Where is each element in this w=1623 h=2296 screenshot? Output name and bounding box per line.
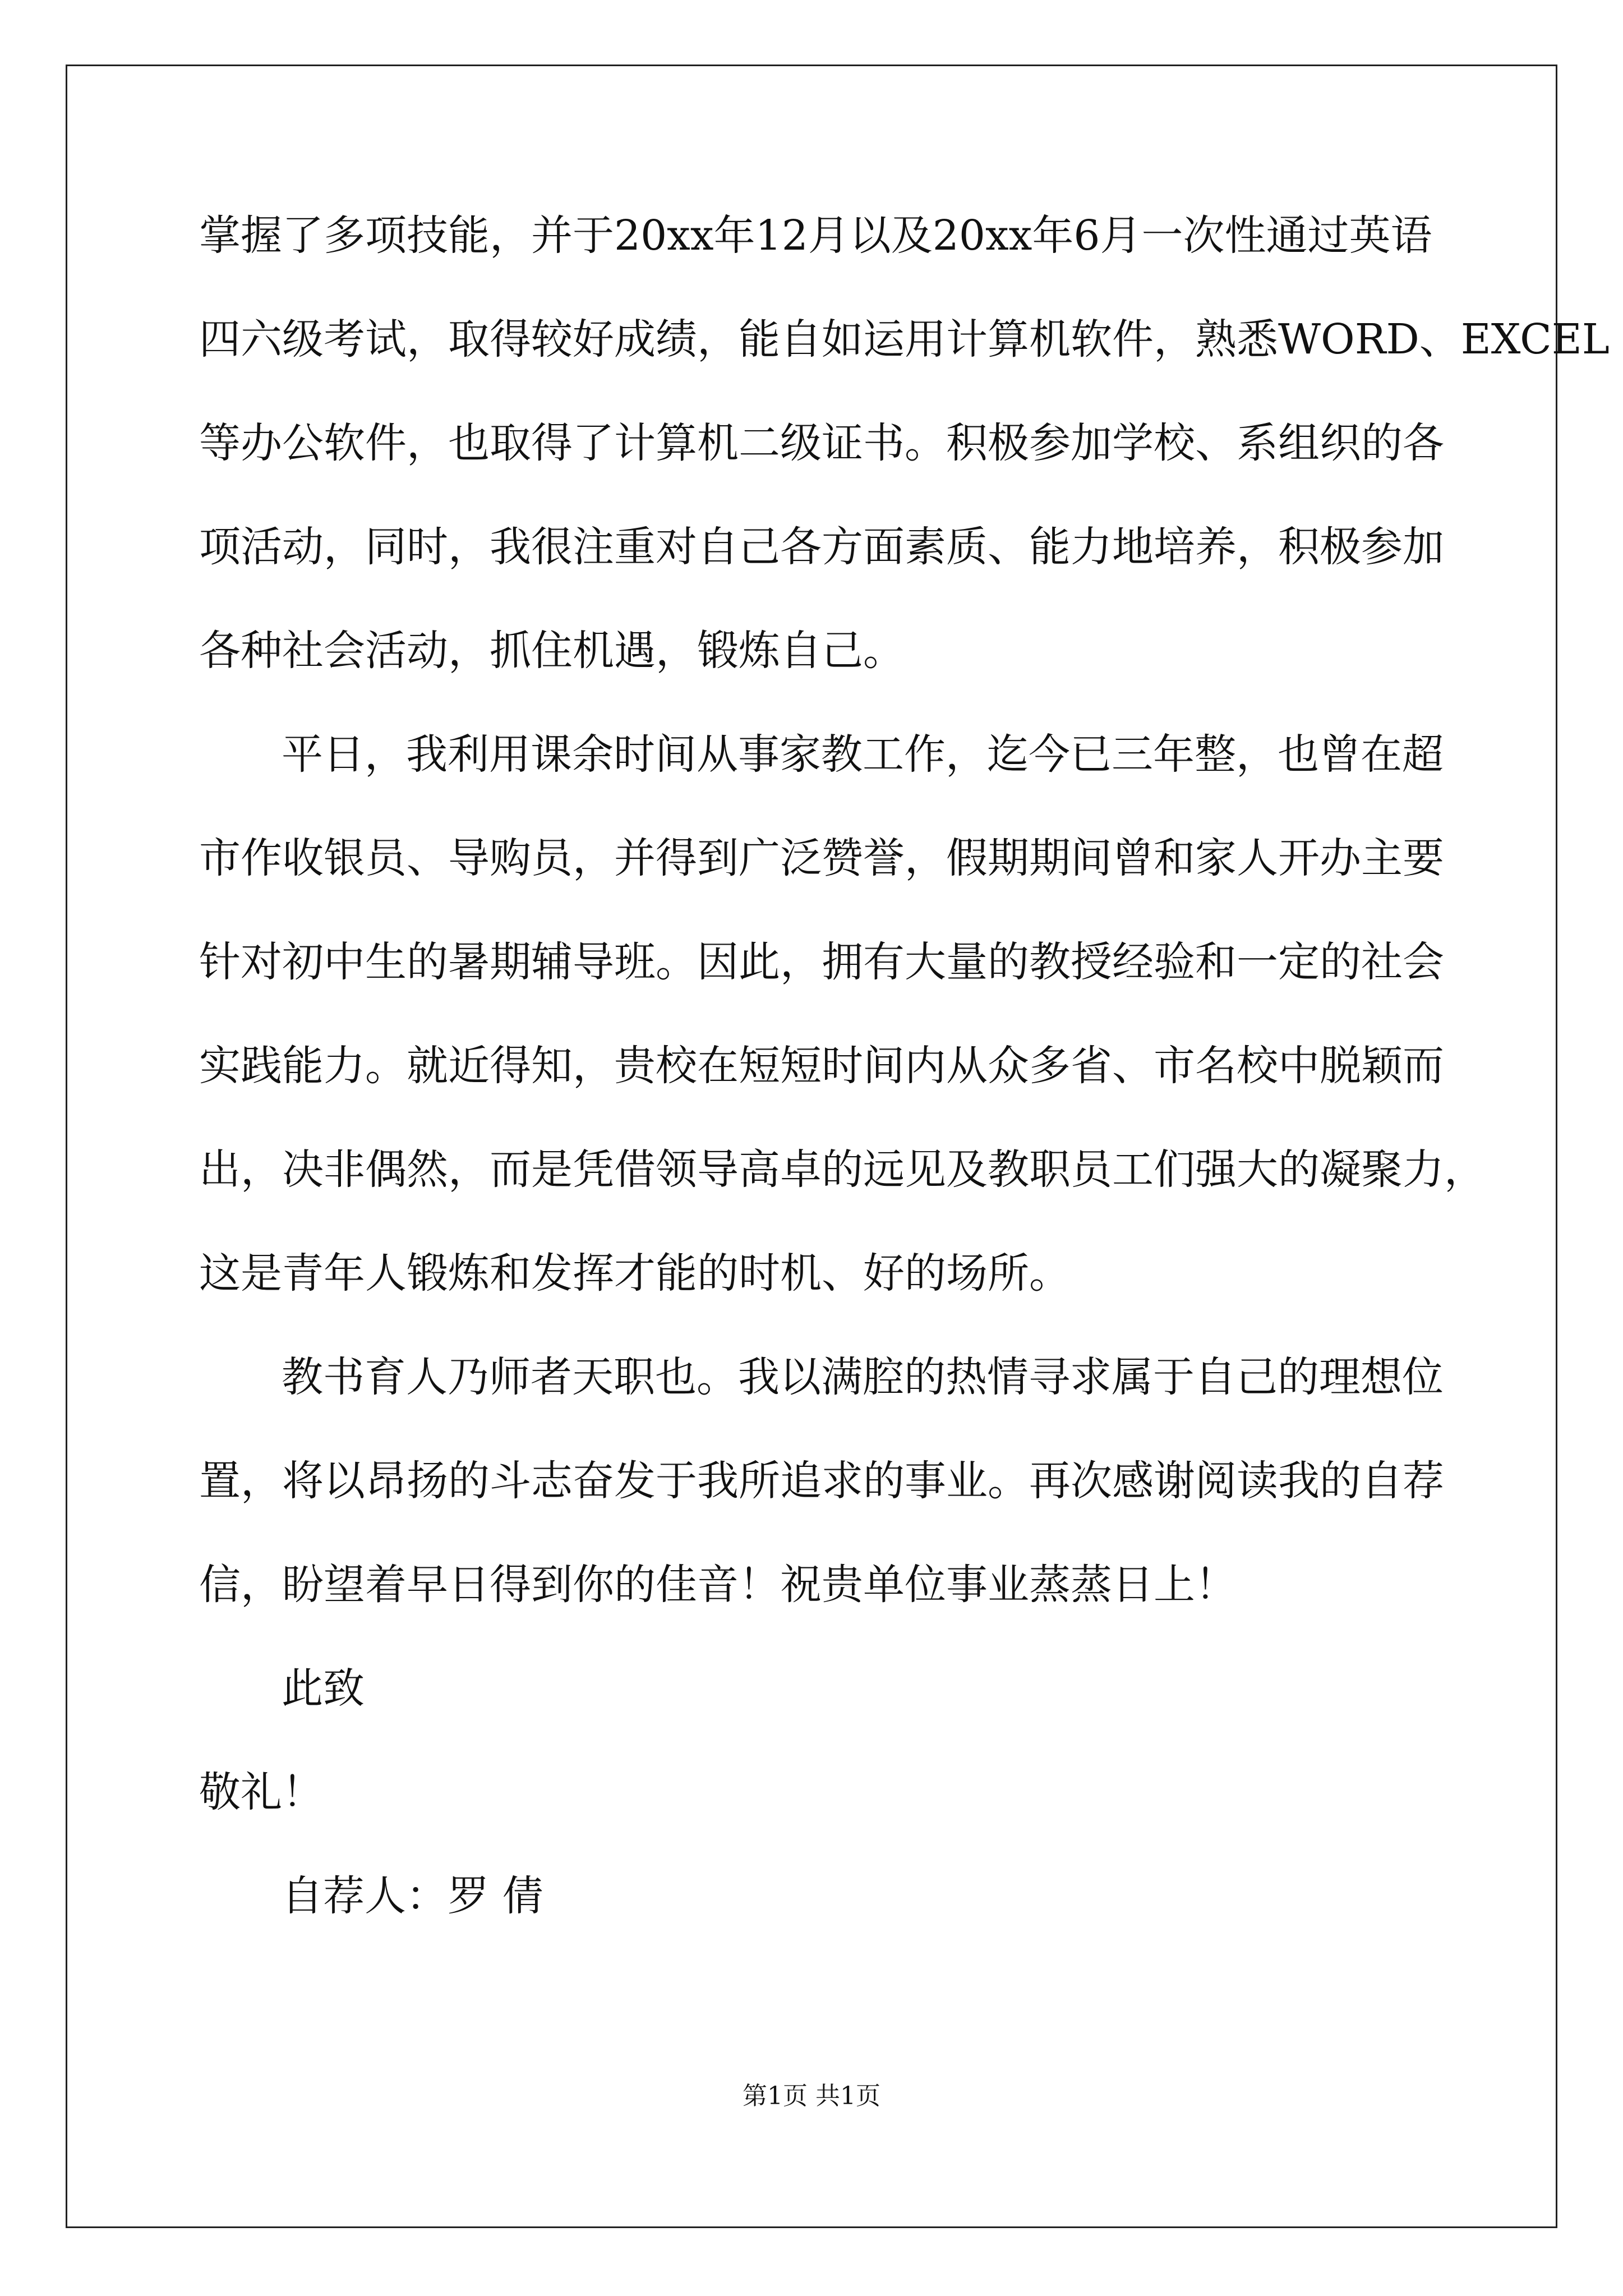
text-line: 针对初中生的暑期辅导班。因此，拥有大量的教授经验和一定的社会 bbox=[199, 938, 1444, 986]
signature-text: 自荐人：罗 倩 bbox=[282, 1872, 544, 1920]
text-line: 实践能力。就近得知，贵校在短短时间内从众多省、市名校中脱颖而 bbox=[199, 1042, 1444, 1090]
page-number: 第1页 共1页 bbox=[743, 2082, 880, 2110]
text-line: 置，将以昂扬的斗志奋发于我所追求的事业。再次感谢阅读我的自荐 bbox=[199, 1457, 1444, 1505]
text-line: 信，盼望着早日得到你的佳音！祝贵单位事业蒸蒸日上！ bbox=[199, 1561, 1237, 1609]
text-line: 项活动，同时，我很注重对自己各方面素质、能力地培养，积极参加 bbox=[199, 523, 1444, 571]
text-line: 平日，我利用课余时间从事家教工作，迄今已三年整，也曾在超 bbox=[282, 730, 1444, 779]
text-line: 市作收银员、导购员，并得到广泛赞誉，假期期间曾和家人开办主要 bbox=[199, 834, 1444, 882]
text-line: 出，决非偶然，而是凭借领导高卓的远见及教职员工们强大的凝聚力， bbox=[199, 1145, 1486, 1194]
text-line: 教书育人乃师者天职也。我以满腔的热情寻求属于自己的理想位 bbox=[282, 1353, 1444, 1401]
text-line: 这是青年人锻炼和发挥才能的时机、好的场所。 bbox=[199, 1249, 1071, 1297]
closing-text: 此致 bbox=[282, 1664, 365, 1713]
text-line: 掌握了多项技能，并于20xx年12月以及20xx年6月一次性通过英语 bbox=[199, 211, 1432, 260]
text-line: 四六级考试，取得较好成绩，能自如运用计算机软件，熟悉WORD、EXCEL bbox=[199, 315, 1610, 364]
text-line: 各种社会活动，抓住机遇，锻炼自己。 bbox=[199, 627, 905, 675]
text-line: 等办公软件，也取得了计算机二级证书。积极参加学校、系组织的各 bbox=[199, 419, 1444, 467]
salute-text: 敬礼！ bbox=[199, 1768, 324, 1816]
